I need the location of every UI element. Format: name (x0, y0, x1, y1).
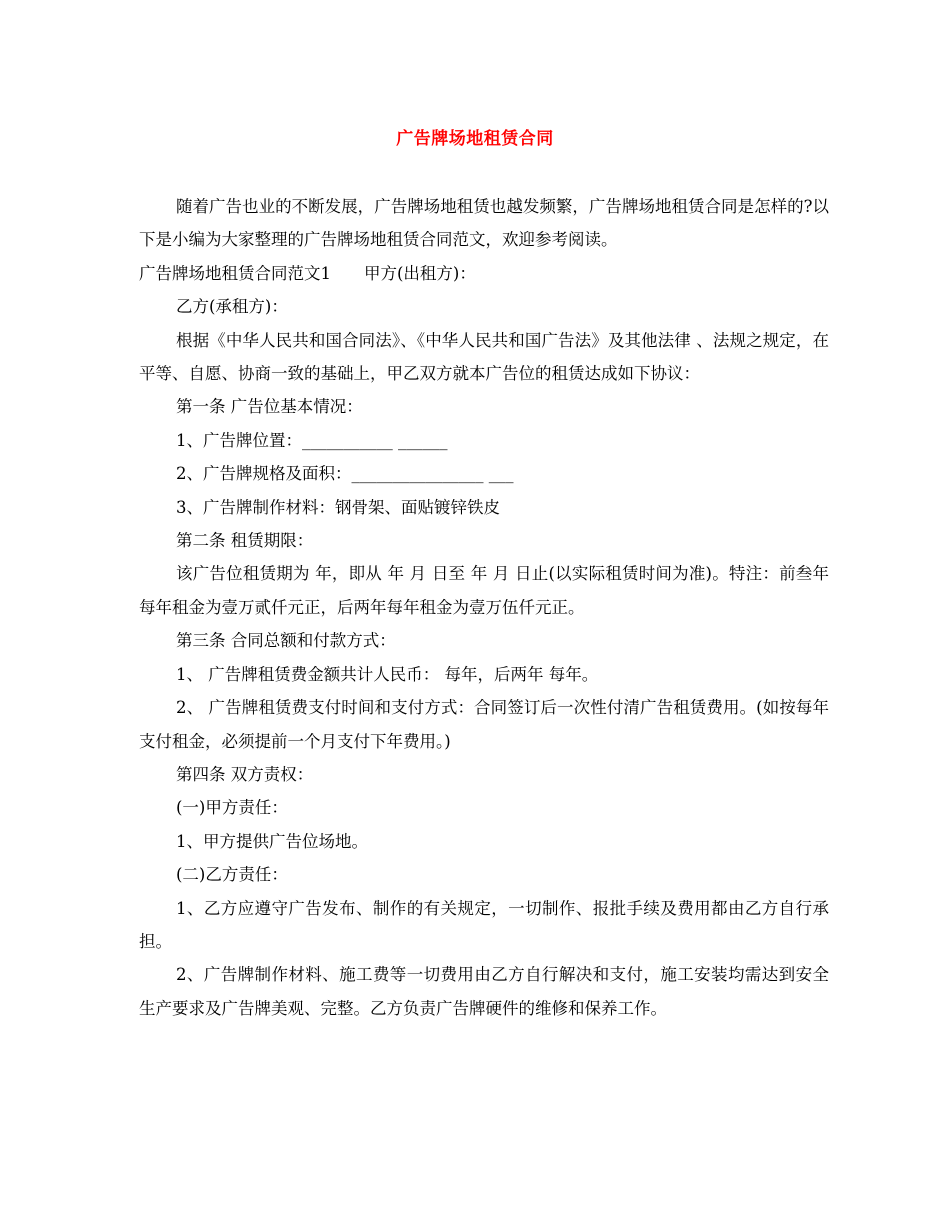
party-a-duties-heading: (一)甲方责任： (176, 798, 288, 818)
document-title: 广告牌场地租赁合同 (396, 129, 554, 149)
intro-paragraph: 随着广告也业的不断发展，广告牌场地租赁也越发频繁，广告牌场地租赁合同是怎样的?以下是小编为大家整理的广告牌场地租赁合同范文，欢迎参考阅读。 (139, 197, 829, 250)
document-body (139, 190, 829, 1025)
article-1-heading: 第一条 广告位基本情况： (176, 397, 363, 417)
payment-amount-line: 1、 广告牌租赁费金额共计人民币： 每年，后两年 每年。 (176, 664, 599, 684)
article-2-heading: 第二条 租赁期限： (176, 531, 314, 551)
legal-basis-paragraph: 根据《中华人民共和国合同法》、《中华人民共和国广告法》及其他法律 、法规之规定，在平等、自愿、协商一致的基础上，甲乙双方就本广告位的租赁达成如下协议： (139, 330, 829, 384)
billboard-location-line: 1、广告牌位置：___________ ______ (176, 430, 448, 450)
payment-method-paragraph: 2、 广告牌租赁费支付时间和支付方式：合同签订后一次性付清广告租赁费用。(如按每年支付租金，必须提前一个月支付下年费用。) (139, 698, 829, 751)
party-b-duty-2: 2、广告牌制作材料、施工费等一切费用由乙方自行解决和支付，施工安装均需达到安全生产要求及广告牌美观、完整。乙方负责广告牌硬件的维修和保养工作。 (139, 965, 829, 1018)
billboard-material-line: 3、广告牌制作材料：钢骨架、面贴镀锌铁皮 (176, 497, 500, 517)
lease-term-paragraph: 该广告位租赁期为 年，即从 年 月 日至 年 月 日止(以实际租赁时间为准)。特注：前叁年每年租金为壹万贰仟元正，后两年每年租金为壹万伍仟元正。 (139, 564, 829, 617)
party-b-duties-heading: (二)乙方责任： (176, 865, 288, 885)
article-3-heading: 第三条 合同总额和付款方式： (176, 631, 396, 651)
billboard-size-line: 2、广告牌规格及面积：________________ ___ (176, 464, 514, 484)
party-b-line: 乙方(承租方)： (176, 297, 288, 317)
sample-heading-party-a: 广告牌场地租赁合同范文1 甲方(出租方)： (139, 263, 476, 283)
party-b-duty-1: 1、乙方应遵守广告发布、制作的有关规定，一切制作、报批手续及费用都由乙方自行承担。 (139, 898, 829, 951)
party-a-duty-1: 1、甲方提供广告位场地。 (176, 831, 368, 851)
article-4-heading: 第四条 双方责权： (176, 764, 314, 784)
